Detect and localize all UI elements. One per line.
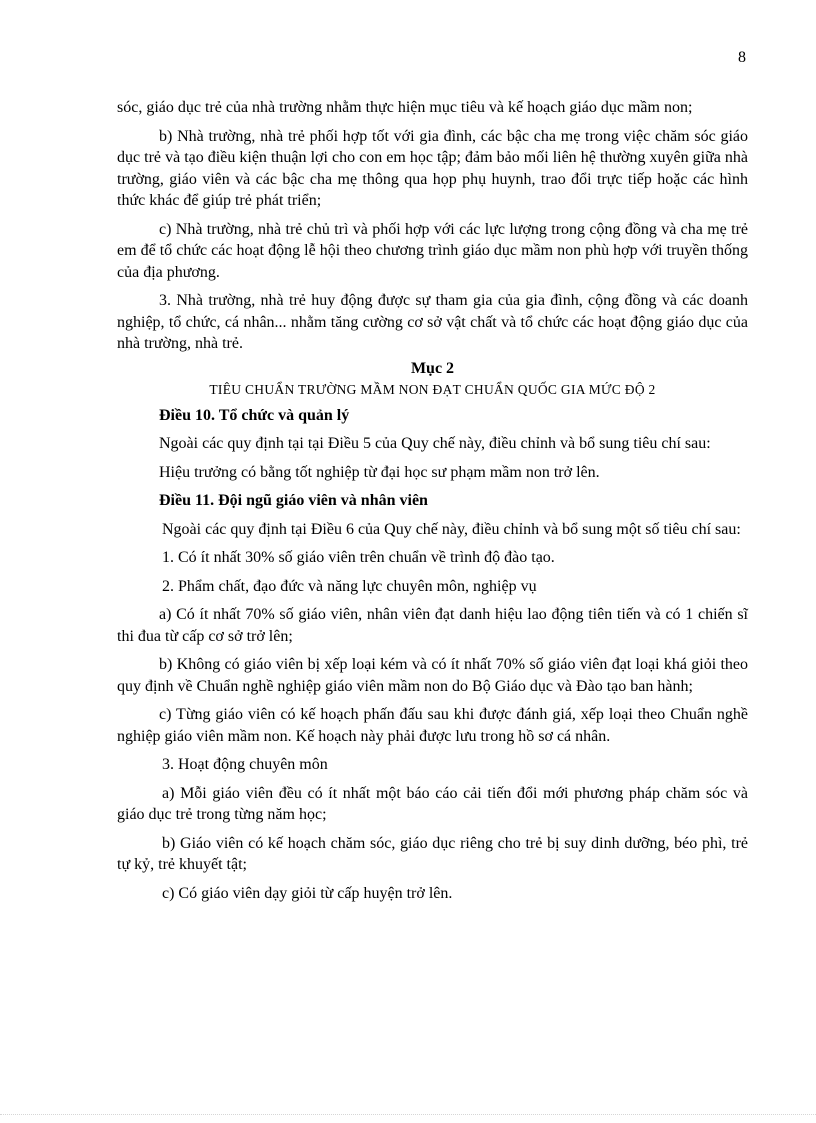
section-title: Mục 2 (410, 359, 455, 377)
section-subtitle: TIÊU CHUẨN TRƯỜNG MẦM NON ĐẠT CHUẨN QUỐC GIA MỨC ĐỘ 2 (209, 382, 656, 397)
article-11-item-2a: a) Có ít nhất 70% số giáo viên, nhân viên đạt danh hiệu lao động tiên tiến và có 1 chiến sĩ thi đua từ cấp cơ sở trở lên; (117, 606, 748, 645)
paragraph-3: 3. Nhà trường, nhà trẻ huy động được sự tham gia của gia đình, cộng đồng và các doanh nghiệp, tổ chức, cá nhân... nhằm tăng cường cơ sở vật chất và tổ chức các hoạt động giáo dục của nhà trường, nhà trẻ. (117, 292, 748, 352)
article-10-title: Điều 10. Tổ chức và quản lý (159, 406, 350, 424)
article-11-item-1: 1. Có ít nhất 30% số giáo viên trên chuẩn về trình độ đào tạo. (162, 549, 555, 566)
article-11-item-2b: b) Không có giáo viên bị xếp loại kém và có ít nhất 70% số giáo viên đạt loại khá giỏi theo quy định về Chuẩn nghề nghiệp giáo viên mầm non do Bộ Giáo dục và Đào tạo ban hành; (117, 656, 748, 695)
paragraph-continuation: sóc, giáo dục trẻ của nhà trường nhằm thực hiện mục tiêu và kế hoạch giáo dục mầm non; (117, 99, 693, 116)
article-11-title: Điều 11. Đội ngũ giáo viên và nhân viên (159, 492, 428, 509)
paragraph-b: b) Nhà trường, nhà trẻ phối hợp tốt với gia đình, các bậc cha mẹ trong việc chăm sóc giáo dục trẻ và tạo điều kiện thuận lợi cho con em học tập; đảm bảo mối liên hệ thường xuyên giữa nhà trường, giáo viên và các bậc cha mẹ thông qua họp phụ huynh, trao đổi trực tiếp hoặc các hình thức khác để giúp trẻ phát triển; (117, 127, 748, 209)
article-11-item-3a: a) Mỗi giáo viên đều có ít nhất một báo cáo cải tiến đổi mới phương pháp chăm sóc và giáo dục trẻ trong từng năm học; (117, 784, 748, 823)
article-10-criterion: Hiệu trưởng có bằng tốt nghiệp từ đại học sư phạm mầm non trở lên. (159, 463, 600, 481)
article-11-intro: Ngoài các quy định tại Điều 6 của Quy chế này, điều chỉnh và bổ sung một số tiêu chí sau: (162, 520, 741, 538)
page-number: 8 (738, 49, 746, 66)
page-bottom-divider (0, 1114, 816, 1115)
article-11-item-2c: c) Từng giáo viên có kế hoạch phấn đấu sau khi được đánh giá, xếp loại theo Chuẩn nghề nghiệp giáo viên mầm non. Kế hoạch này phải được lưu trong hồ sơ cá nhân. (117, 706, 748, 745)
article-11-item-3: 3. Hoạt động chuyên môn (162, 756, 328, 773)
article-10-intro: Ngoài các quy định tại tại Điều 5 của Quy chế này, điều chỉnh và bổ sung tiêu chí sau: (159, 435, 711, 452)
document-body (117, 97, 748, 911)
article-11-item-2: 2. Phẩm chất, đạo đức và năng lực chuyên môn, nghiệp vụ (162, 577, 537, 595)
article-11-item-3c: c) Có giáo viên dạy giỏi từ cấp huyện trở lên. (162, 884, 453, 902)
paragraph-c: c) Nhà trường, nhà trẻ chủ trì và phối hợp với các lực lượng trong cộng đồng và cha mẹ trẻ em để tổ chức các hoạt động lễ hội theo chương trình giáo dục mầm non phù hợp với truyền thống của địa phương. (117, 220, 748, 281)
article-11-item-3b: b) Giáo viên có kế hoạch chăm sóc, giáo dục riêng cho trẻ bị suy dinh dưỡng, béo phì, trẻ tự kỷ, trẻ khuyết tật; (117, 834, 748, 873)
